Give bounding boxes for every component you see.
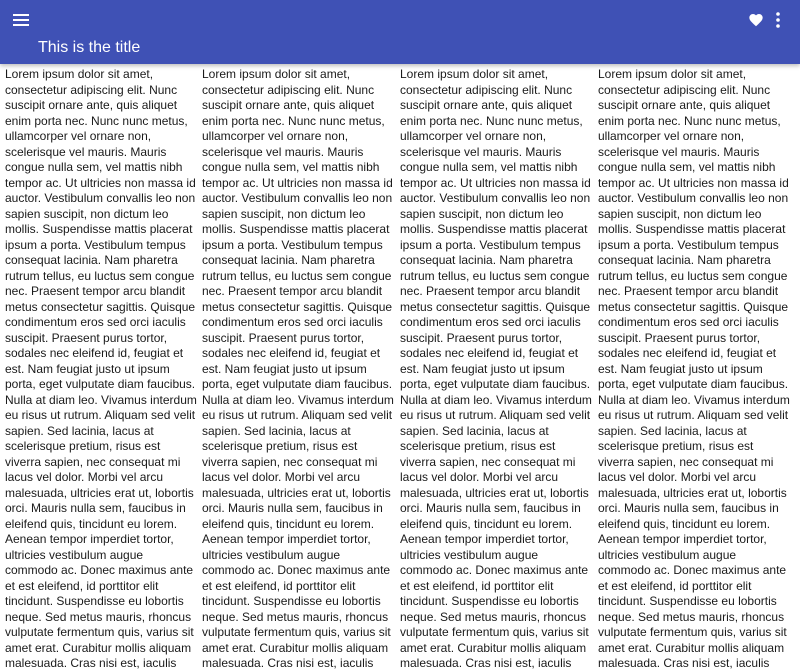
page-title: This is the title bbox=[38, 39, 141, 56]
text-column-1: Lorem ipsum dolor sit amet, consectetur adipiscing elit. Nunc suscipit ornare ante, quis aliquet enim porta nec. Nunc nunc metus, ullamcorper vel ornare non, scelerisque vel mauris. Mauris congue nulla sem, vel mattis nibh tempor ac. Ut ultricies non massa id auctor. Vestibulum convallis leo non sapien suscipit, non dictum leo mollis. Suspendisse mattis placerat ipsum a porta. Vestibulum tempus consequat lacinia. Nam pharetra rutrum tellus, eu luctus sem congue nec. Praesent tempor arcu blandit metus consectetur sagittis. Quisque condimentum eros sed orci iaculis suscipit. Praesent purus tortor, sodales nec eleifend id, feugiat et est. Nam feugiat justo ut ipsum porta, eget vulputate diam faucibus. Nulla at diam leo. Vivamus interdum eu risus ut rutrum. Aliquam sed velit sapien. Sed lacinia, lacus at scelerisque pretium, risus est viverra sapien, nec consequat mi lacus vel dolor. Morbi vel arcu malesuada, ultricies erat ut, lobortis orci. Mauris nulla sem, faucibus in eleifend quis, tincidunt eu lorem. Aenean tempor imperdiet tortor, ultricies vestibulum augue commodo ac. Donec maximus ante et est eleifend, id porttitor elit tincidunt. Suspendisse eu lobortis neque. Sed metus mauris, rhoncus vulputate fermentum quis, varius sit amet erat. Curabitur mollis aliquam malesuada. Cras nisi est, iaculis bbox=[5, 67, 197, 670]
text-column-2: Lorem ipsum dolor sit amet, consectetur adipiscing elit. Nunc suscipit ornare ante, quis aliquet enim porta nec. Nunc nunc metus, ullamcorper vel ornare non, scelerisque vel mauris. Mauris congue nulla sem, vel mattis nibh tempor ac. Ut ultricies non massa id auctor. Vestibulum convallis leo non sapien suscipit, non dictum leo mollis. Suspendisse mattis placerat ipsum a porta. Vestibulum tempus consequat lacinia. Nam pharetra rutrum tellus, eu luctus sem congue nec. Praesent tempor arcu blandit metus consectetur sagittis. Quisque condimentum eros sed orci iaculis suscipit. Praesent purus tortor, sodales nec eleifend id, feugiat et est. Nam feugiat justo ut ipsum porta, eget vulputate diam faucibus. Nulla at diam leo. Vivamus interdum eu risus ut rutrum. Aliquam sed velit sapien. Sed lacinia, lacus at scelerisque pretium, risus est viverra sapien, nec consequat mi lacus vel dolor. Morbi vel arcu malesuada, ultricies erat ut, lobortis orci. Mauris nulla sem, faucibus in eleifend quis, tincidunt eu lorem. Aenean tempor imperdiet tortor, ultricies vestibulum augue commodo ac. Donec maximus ante et est eleifend, id porttitor elit tincidunt. Suspendisse eu lobortis neque. Sed metus mauris, rhoncus vulputate fermentum quis, varius sit amet erat. Curabitur mollis aliquam malesuada. Cras nisi est, iaculis bbox=[202, 67, 394, 670]
menu-icon[interactable] bbox=[13, 14, 29, 26]
text-column-3: Lorem ipsum dolor sit amet, consectetur adipiscing elit. Nunc suscipit ornare ante, quis aliquet enim porta nec. Nunc nunc metus, ullamcorper vel ornare non, scelerisque vel mauris. Mauris congue nulla sem, vel mattis nibh tempor ac. Ut ultricies non massa id auctor. Vestibulum convallis leo non sapien suscipit, non dictum leo mollis. Suspendisse mattis placerat ipsum a porta. Vestibulum tempus consequat lacinia. Nam pharetra rutrum tellus, eu luctus sem congue nec. Praesent tempor arcu blandit metus consectetur sagittis. Quisque condimentum eros sed orci iaculis suscipit. Praesent purus tortor, sodales nec eleifend id, feugiat et est. Nam feugiat justo ut ipsum porta, eget vulputate diam faucibus. Nulla at diam leo. Vivamus interdum eu risus ut rutrum. Aliquam sed velit sapien. Sed lacinia, lacus at scelerisque pretium, risus est viverra sapien, nec consequat mi lacus vel dolor. Morbi vel arcu malesuada, ultricies erat ut, lobortis orci. Mauris nulla sem, faucibus in eleifend quis, tincidunt eu lorem. Aenean tempor imperdiet tortor, ultricies vestibulum augue commodo ac. Donec maximus ante et est eleifend, id porttitor elit tincidunt. Suspendisse eu lobortis neque. Sed metus mauris, rhoncus vulputate fermentum quis, varius sit amet erat. Curabitur mollis aliquam malesuada. Cras nisi est, iaculis bbox=[400, 67, 592, 670]
heart-icon[interactable] bbox=[748, 12, 764, 28]
text-column-4: Lorem ipsum dolor sit amet, consectetur adipiscing elit. Nunc suscipit ornare ante, quis aliquet enim porta nec. Nunc nunc metus, ullamcorper vel ornare non, scelerisque vel mauris. Mauris congue nulla sem, vel mattis nibh tempor ac. Ut ultricies non massa id auctor. Vestibulum convallis leo non sapien suscipit, non dictum leo mollis. Suspendisse mattis placerat ipsum a porta. Vestibulum tempus consequat lacinia. Nam pharetra rutrum tellus, eu luctus sem congue nec. Praesent tempor arcu blandit metus consectetur sagittis. Quisque condimentum eros sed orci iaculis suscipit. Praesent purus tortor, sodales nec eleifend id, feugiat et est. Nam feugiat justo ut ipsum porta, eget vulputate diam faucibus. Nulla at diam leo. Vivamus interdum eu risus ut rutrum. Aliquam sed velit sapien. Sed lacinia, lacus at scelerisque pretium, risus est viverra sapien, nec consequat mi lacus vel dolor. Morbi vel arcu malesuada, ultricies erat ut, lobortis orci. Mauris nulla sem, faucibus in eleifend quis, tincidunt eu lorem. Aenean tempor imperdiet tortor, ultricies vestibulum augue commodo ac. Donec maximus ante et est eleifend, id porttitor elit tincidunt. Suspendisse eu lobortis neque. Sed metus mauris, rhoncus vulputate fermentum quis, varius sit amet erat. Curabitur mollis aliquam malesuada. Cras nisi est, iaculis bbox=[598, 67, 790, 670]
app-bar bbox=[0, 0, 800, 64]
content-area bbox=[0, 64, 800, 670]
more-vert-icon[interactable] bbox=[776, 12, 780, 28]
